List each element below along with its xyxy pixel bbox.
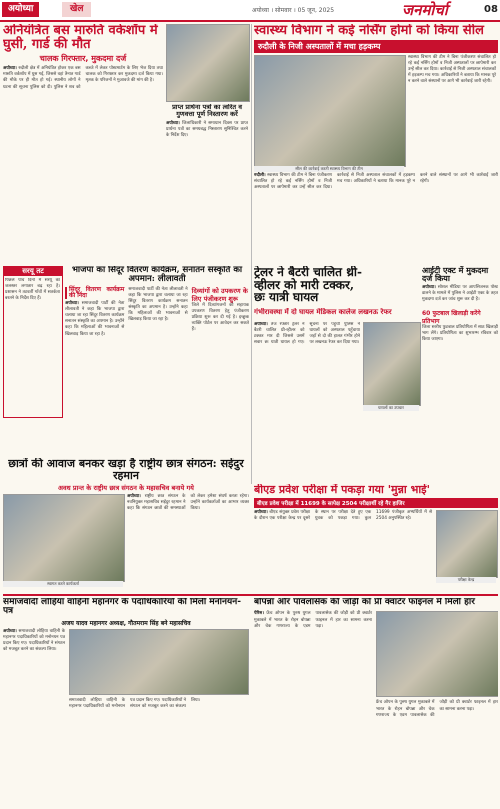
headline: छात्रों की आवाज बनकर खड़ा है राष्ट्रीय छात्र संगठन: सईदुर रहमान: [8, 458, 244, 482]
article-dateline: अयोध्या।: [422, 284, 436, 290]
column-divider: [251, 24, 252, 484]
news-photo: [363, 322, 421, 406]
article-text: स्वास्थ्य विभाग की टीम ने बिना पंजीकरण संचालित हो रहे कई नर्सिंग होमों व निजी अस्पतालों पर छापेमारी कर उन्हें सील कर दिया। कार्रवाई से निजी अस्पताल संचालकों में हड़कम्प मच गया। अधिकारियों ने बताया कि मानक पूरे न करने वाले संस्थानों पर आगे भी कार्रवाई जारी रहेगी।: [254, 172, 498, 190]
article-dateline: रुदौली।: [254, 172, 266, 178]
story-bus-accident: [3, 24, 163, 264]
masthead: [0, 0, 500, 22]
article-text: सोशल मीडिया पर आपत्तिजनक पोस्ट डालने के मामले में पुलिस ने आईटी एक्ट के तहत मुकदमा दर्ज कर जांच शुरू कर दी है।: [422, 284, 498, 302]
news-photo: [3, 494, 125, 582]
newspaper-logo: जनमोर्चा: [402, 1, 448, 19]
subhead: अवध प्रान्त के राष्ट्रीय छात्र संगठन के महासचिव बनाये गये: [58, 484, 194, 493]
article-dateline: अयोध्या।: [166, 120, 180, 126]
story-nursing-homes-sealed: [254, 24, 498, 260]
article-dateline: अयोध्या।: [3, 628, 17, 634]
article-body-continued: समाजवादी पार्टी की नेता लीलावती ने कहा कि भाजपा द्वारा चलाया जा रहा सिंदूर वितरण कार्यक्रम सनातन संस्कृति का अपमान है। उन्होंने कहा कि महिलाओं की भावनाओं से खिलवाड़ किया जा रहा है।: [128, 286, 188, 323]
article-dateline: अयोध्या।: [254, 322, 268, 327]
brief-headline: दिव्यांगों को उपकरण के लिए पंजीकरण शुरू: [191, 286, 248, 303]
article-text: फ्रेंच ओपन के पुरुष युगल मुकाबले में भारत के रोहन बोपन्ना और चेक गणराज्य के एडम पावलासेक की जोड़ी को प्री क्वार्टर फाइनल में हार का सामना करना पड़ा।: [254, 611, 372, 629]
headline: अनियंत्रित बस मारुति वर्कशॉप में घुसी, गार्ड की मौत: [3, 24, 158, 52]
article-body: [166, 121, 248, 139]
article-dateline: अयोध्या।: [3, 66, 17, 72]
story-bed-exam: [254, 484, 498, 592]
subhead: अजय यादव महानगर अध्यक्ष, गौतमराम सिंह बने महासचिव: [61, 619, 191, 627]
story-it-act: [422, 266, 498, 481]
headline: बोपन्ना और पावलासेक की जोड़ी को प्री क्वार्टर फाइनल में मिली हार: [254, 598, 475, 607]
headline: आईटी एक्ट में मुकदमा दर्ज किया: [422, 266, 489, 284]
subhead: बीएड प्रवेश परीक्षा में 11699 के सापेक्ष 2504 परीक्षार्थी रहे गैर हाजिर: [254, 498, 498, 508]
photo-caption: घायलों का उपचार: [363, 405, 419, 411]
article-dateline: अयोध्या।: [127, 494, 141, 500]
article-text: समाजवादी लोहिया वाहिनी के महानगर पदाधिकारियों को मनोनयन पत्र प्रदान किए गए। पदाधिकारियों ने संगठन को मजबूत करने का संकल्प लिया।: [3, 628, 65, 653]
section-city: अयोध्या: [2, 2, 39, 17]
headline: ट्रेलर ने बैटरी चालित थ्री-व्हीलर को मारी टक्कर, छः यात्री घायल: [254, 266, 362, 305]
subhead: रुदौली के निजी अस्पतालों में मचा हड़कम्प: [254, 40, 498, 53]
page-number: 08: [484, 4, 498, 15]
news-photo: [254, 55, 406, 167]
article-body-right: [408, 55, 496, 173]
pull-quote: सिंदूर वितरण कार्यक्रम की निंदा: [65, 287, 124, 299]
headline: बीएड प्रवेश परीक्षा में पकड़ा गया 'मुन्ना भाई': [254, 484, 430, 496]
photo-caption: स्वागत करते कार्यकर्ता: [3, 581, 123, 587]
subhead: चालक गिरफ्तार, मुकदमा दर्ज: [39, 54, 127, 64]
photo-caption: सील की कार्रवाई करती स्वास्थ्य विभाग की टीम: [254, 166, 404, 172]
story-sindoor-programme: [65, 266, 249, 456]
story-student-organisation: [3, 458, 249, 590]
photo-caption: परीक्षा केन्द्र: [436, 577, 496, 583]
article-body-continued: फ्रेंच ओपन के पुरुष युगल मुकाबले में भारत के रोहन बोपन्ना और चेक गणराज्य के एडम पावलासेक की जोड़ी को प्री क्वार्टर फाइनल में हार का सामना करना पड़ा।: [376, 700, 498, 718]
article-text: जिलाधिकारी ने समाधान दिवस पर प्राप्त प्रार्थना पत्रों का समयबद्ध निस्तारण सुनिश्चित करने के निर्देश दिए।: [166, 120, 248, 138]
article-dateline: पेरिस।: [254, 611, 264, 617]
article-body: [3, 66, 163, 246]
section-name: खेल: [62, 2, 91, 17]
sidebar-box-title: सरयू तट: [3, 266, 63, 276]
article-body: [254, 322, 360, 412]
news-photo: [376, 611, 498, 697]
photo-area: [254, 55, 498, 173]
article-text-right: स्वास्थ्य विभाग की टीम ने बिना पंजीकरण संचालित हो रहे कई नर्सिंग होमों व निजी अस्पतालों पर छापेमारी कर उन्हें सील कर दिया। कार्रवाई से निजी अस्पताल संचालकों में हड़कम्प मच गया। अधिकारियों ने बताया कि मानक पूरे न करने वाले संस्थानों पर आगे भी कार्रवाई जारी रहेगी।: [408, 54, 496, 85]
article-text: राष्ट्रीय छात्र संगठन के नवनियुक्त महासचिव सईदुर रहमान ने कहा कि संगठन छात्रों की समस्याओं को लेकर हमेशा संघर्ष करता रहेगा। उन्होंने कार्यकर्ताओं का आभार व्यक्त किया।: [127, 494, 249, 512]
news-photo: [436, 510, 498, 578]
article-body: [422, 285, 498, 303]
story-lohia-vahini: [3, 598, 249, 806]
story-bopanna-tennis: [254, 598, 498, 806]
article-text: समाजवादी पार्टी की नेता लीलावती ने कहा कि भाजपा द्वारा चलाया जा रहा सिंदूर वितरण कार्यक्रम सनातन संस्कृति का अपमान है। उन्होंने कहा कि महिलाओं की भावनाओं से खिलवाड़ किया जा रहा है।: [65, 301, 125, 337]
news-photo: [166, 24, 250, 102]
story-grievances: [166, 104, 248, 264]
article-text: बीएड संयुक्त प्रवेश परीक्षा के दौरान एक परीक्षा केन्द्र पर दूसरे के स्थान पर परीक्षा देते हुए एक युवक को पकड़ा गया। कुल 11699 पंजीकृत अभ्यर्थियों में से 2504 अनुपस्थित रहे।: [254, 509, 432, 521]
brief-headline: 60 फुटबाल खिलाड़ी करेंगे प्रतिभाग: [422, 310, 481, 326]
article-body: [254, 611, 372, 791]
sidebar-box-text: पिछले पाँच दिनों में सरयू का जलस्तर लगातार बढ़ रहा है। प्रशासन ने तटवर्ती गाँवों में सतर्कता बरतने के निर्देश दिए हैं।: [5, 278, 60, 302]
subhead: गंभीरावस्था में दो घायल मेडिकल कालेज लखनऊ रेफर: [254, 308, 392, 316]
article-dateline: अयोध्या।: [254, 509, 268, 515]
dateline: अयोध्या । सोमवार । 05 जून, 2025: [252, 7, 335, 14]
headline: समाजवादी लोहिया वाहिनी महानगर के पदाधिकारियों की मिली मनोनयन-पत्र: [3, 598, 241, 617]
brief-text: जिला स्तरीय फुटबाल प्रतियोगिता में साठ खिलाड़ी भाग लेंगे। प्रतियोगिता का शुभारम्भ रविवार को किया जाएगा।: [422, 325, 498, 343]
article-body: [65, 287, 124, 340]
article-text: रुदौली क्षेत्र में अनियंत्रित होकर एक बस मारुति वर्कशॉप में घुस गई, जिससे वहां तैनात गार्ड की मौके पर ही मौत हो गई। स्थानीय लोगों ने घटना की सूचना पुलिस को दी। पुलिस ने शव को कब्जे में लेकर पोस्टमार्टम के लिए भेज दिया तथा चालक को गिरफ्तार कर मुकदमा दर्ज किया गया। मृतक के परिजनों ने मुआवजे की मांग की है।: [3, 66, 163, 90]
headline: प्राप्त प्रार्थना पत्रों का त्वरित व गुणवत्ता पूर्ण निस्तारण करें: [172, 104, 242, 118]
article-body: [3, 629, 65, 799]
news-photo: [69, 629, 249, 695]
article-dateline: अयोध्या।: [65, 301, 79, 307]
headline: भाजपा का सिंदूर वितरण कार्यक्रम, सनातन संस्कृति का अपमान: लीलावती: [71, 266, 243, 284]
brief-text: जिले में दिव्यांगजनों को सहायक उपकरण वितरण हेतु पंजीकरण प्रक्रिया शुरू कर दी गई है। इच्छुक व्यक्ति पोर्टल पर आवेदन कर सकते हैं।: [191, 302, 249, 333]
article-body: [254, 510, 432, 585]
article-body: [254, 173, 498, 253]
section-divider: [3, 594, 498, 596]
article-body-continued: समाजवादी लोहिया वाहिनी के महानगर पदाधिकारियों को मनोनयन पत्र प्रदान किए गए। पदाधिकारियों ने संगठन को मजबूत करने का संकल्प लिया।: [69, 697, 201, 709]
article-body: [127, 494, 249, 589]
headline: स्वास्थ्य विभाग ने कई नर्सिंग होमों को किया सील: [254, 24, 484, 38]
article-text: तेज रफ्तार ट्रेलर ने बैटरी चालित थ्री-व्हीलर को टक्कर मार दी जिससे उसमें सवार छः यात्री घायल हो गए। सूचना पर पहुँची पुलिस ने घायलों को अस्पताल पहुँचाया जहाँ से दो की हालत गंभीर होने पर लखनऊ रेफर कर दिया गया।: [254, 322, 360, 346]
